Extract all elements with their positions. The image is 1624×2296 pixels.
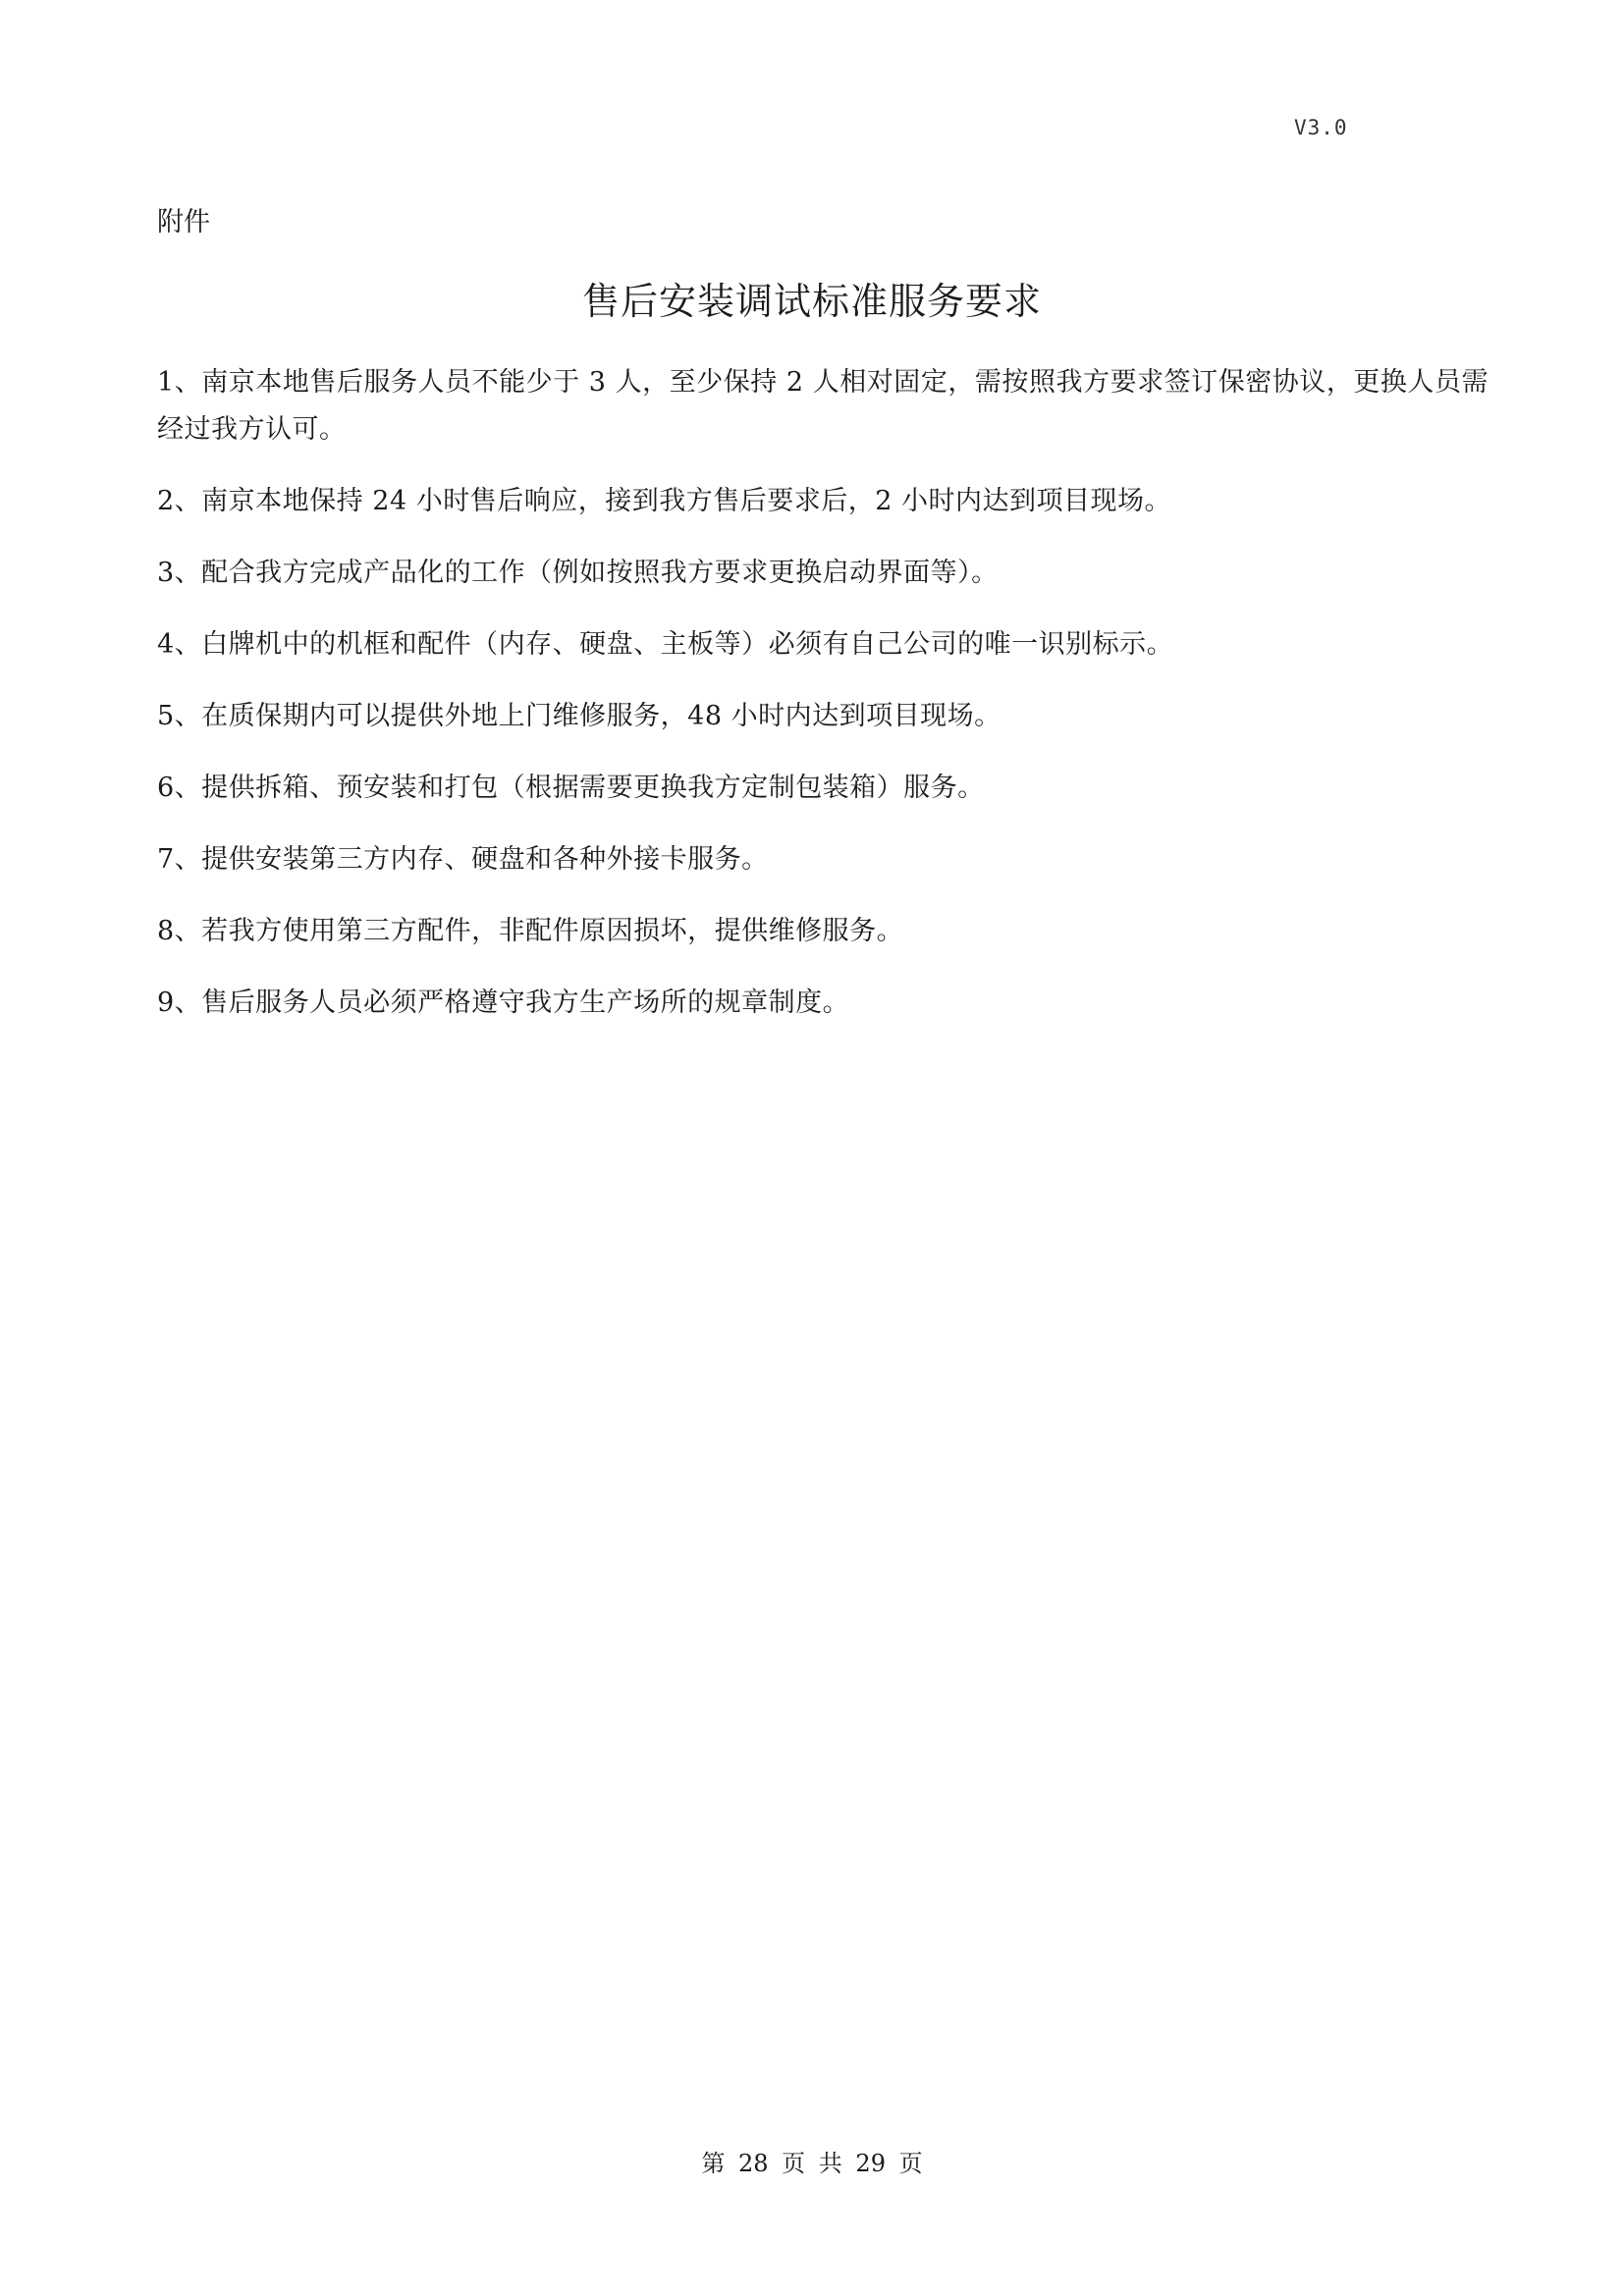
list-item: 8、若我方使用第三方配件，非配件原因损坏，提供维修服务。 (157, 916, 904, 946)
list-item: 5、在质保期内可以提供外地上门维修服务，48 小时内达到项目现场。 (157, 701, 1001, 731)
list-item: 3、配合我方完成产品化的工作（例如按照我方要求更换启动界面等）。 (157, 558, 999, 588)
list-item: 4、白牌机中的机框和配件（内存、硬盘、主板等）必须有自己公司的唯一识别标示。 (157, 629, 1174, 660)
attachment-label: 附件 (157, 207, 210, 238)
page-number: 第 28 页 共 29 页 (701, 2150, 923, 2177)
page-title: 售后安装调试标准服务要求 (581, 280, 1042, 323)
list-item: 7、提供安装第三方内存、硬盘和各种外接卡服务。 (157, 844, 769, 875)
list-item: 1、南京本地售后服务人员不能少于 3 人，至少保持 2 人相对固定，需按照我方要求签订保密协议，更换人员需经过我方认可。 (157, 367, 1489, 445)
document-version: V3.0 (1294, 116, 1348, 139)
requirements-list (157, 359, 1489, 1051)
list-item: 6、提供拆箱、预安装和打包（根据需要更换我方定制包装箱）服务。 (157, 773, 985, 803)
list-item: 9、售后服务人员必须严格遵守我方生产场所的规章制度。 (157, 988, 850, 1018)
list-item: 2、南京本地保持 24 小时售后响应，接到我方售后要求后，2 小时内达到项目现场。 (157, 486, 1171, 516)
